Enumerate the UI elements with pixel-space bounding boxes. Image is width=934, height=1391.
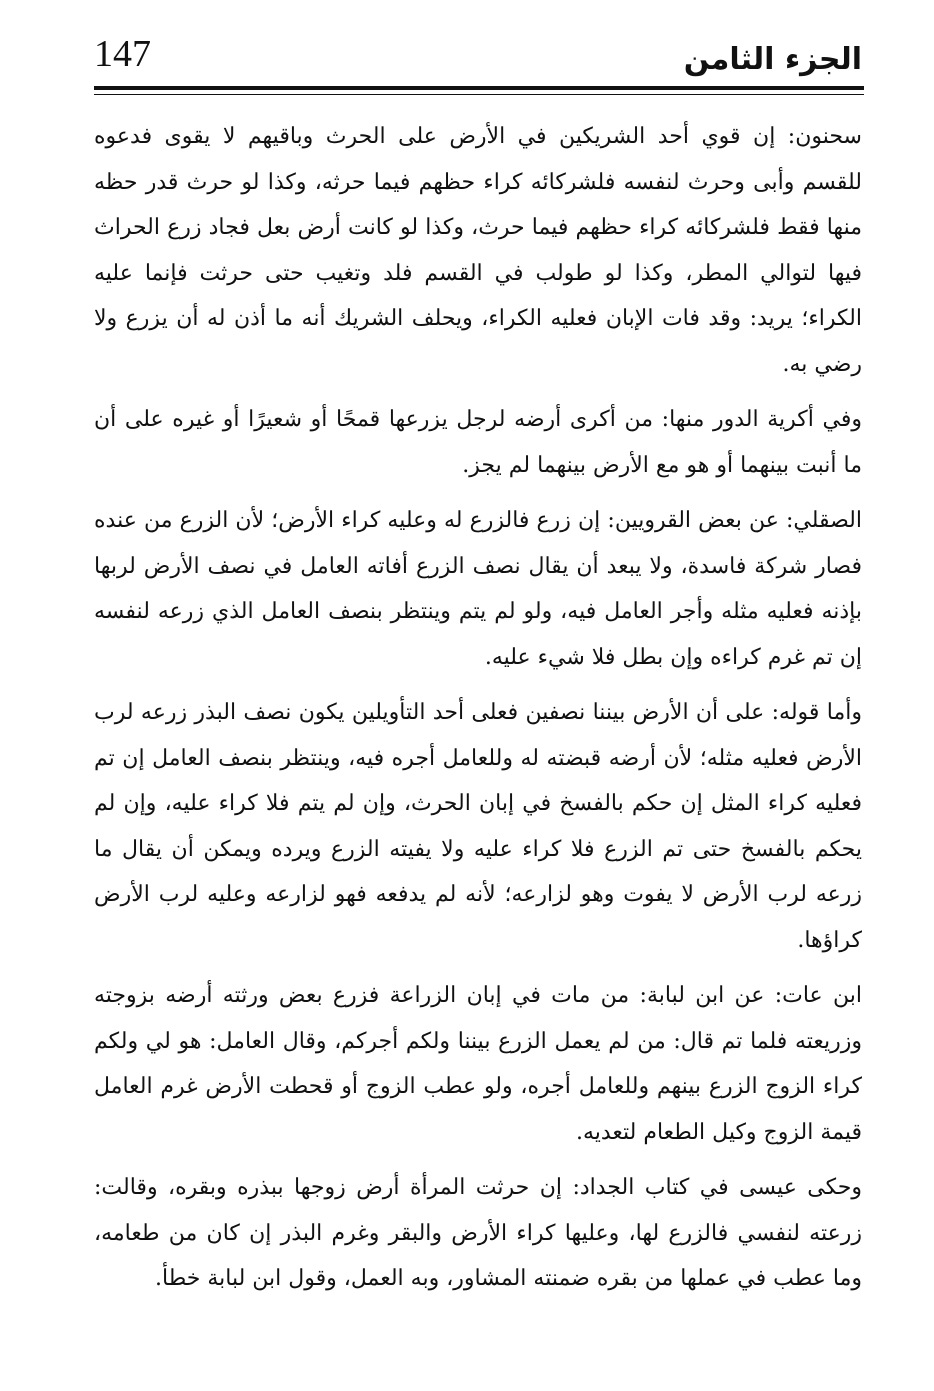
paragraph-4: وأما قوله: على أن الأرض بيننا نصفين فعلى أحد التأويلين يكون نصف البذر زرعه لرب الأرض فعليه مثله؛ لأن أرضه قبضته له وللعامل أجره فيه، وينتظر بنصف العامل إن تم فعليه كراء المثل إن حكم بالفسخ في إبان الحرث، وإن لم يتم فلا كراء عليه، وإن لم يحكم بالفسخ حتى تم الزرع فلا كراء عليه ولا يفيته الزرع ويرده ويمكن أن يقال ما زرعه لرب الأرض لا يفوت وهو لزارعه؛ لأنه لم يدفعه فهو لزارعه وعليه لرب الأرض كراؤها. [94, 700, 862, 953]
page-number: 147 [94, 33, 151, 75]
running-title: الجزء الثامن [683, 42, 862, 77]
paragraph-6: وحكى عيسى في كتاب الجداد: إن حرثت المرأة أرض زوجها ببذره وبقره، وقالت: زرعته لنفسي فالزرع لها، وعليها كراء الأرض والبقر وغرم البذر إن كان من طعامه، وما عطب في عملها من بقره ضمنته المشاور، وبه العمل، وقول ابن لبابة خطأ. [94, 1175, 862, 1291]
paragraph-1: سحنون: إن قوي أحد الشريكين في الأرض على الحرث وباقيهم لا يقوى فدعوه للقسم وأبى وحرث لنفسه فلشركائه كراء حظهم فيما حرثه، وكذا لو حرث قدر حظه منها فقط فلشركائه كراء حظهم فيما حرث، وكذا لو كانت أرض بعل فجاد زرع الحراث فيها لتوالي المطر، وكذا لو طولب في القسم فلد وتغيب حتى حرثت فإنما عليه الكراء؛ يريد: وقد فات الإبان فعليه الكراء، ويحلف الشريك أنه ما أذن له أن يزرع ولا رضي به. [94, 124, 862, 377]
paragraph-5: ابن عات: عن ابن لبابة: من مات في إبان الزراعة فزرع بعض ورثته أرضه بزوجته وزريعته فلما تم قال: من لم يعمل الزرع بيننا ولكم أجركم، وقال العامل: هو لي ولكم كراء الزوج الزرع بينهم وللعامل أجره، ولو عطب الزوج أو قحطت الأرض غرم العامل قيمة الزوج وكيل الطعام لتعديه. [94, 983, 862, 1145]
header-rule-thin [94, 94, 864, 95]
header-rule-thick [94, 86, 864, 90]
paragraph-2: وفي أكرية الدور منها: من أكرى أرضه لرجل يزرعها قمحًا أو شعيرًا أو غيره على أن ما أنبت بينهما أو هو مع الأرض بينهما لم يجز. [94, 407, 862, 478]
paragraph-3: الصقلي: عن بعض القرويين: إن زرع فالزرع له وعليه كراء الأرض؛ لأن الزرع من عنده فصار شركة فاسدة، ولا يبعد أن يقال نصف الزرع أفاته العامل في نصف الأرض لربها بإذنه فعليه مثله وأجر العامل فيه، ولو لم يتم وينتظر بنصف العامل الذي زرعه لنفسه إن تم غرم كراءه وإن بطل فلا شيء عليه. [94, 508, 862, 670]
body-text [94, 114, 862, 1312]
